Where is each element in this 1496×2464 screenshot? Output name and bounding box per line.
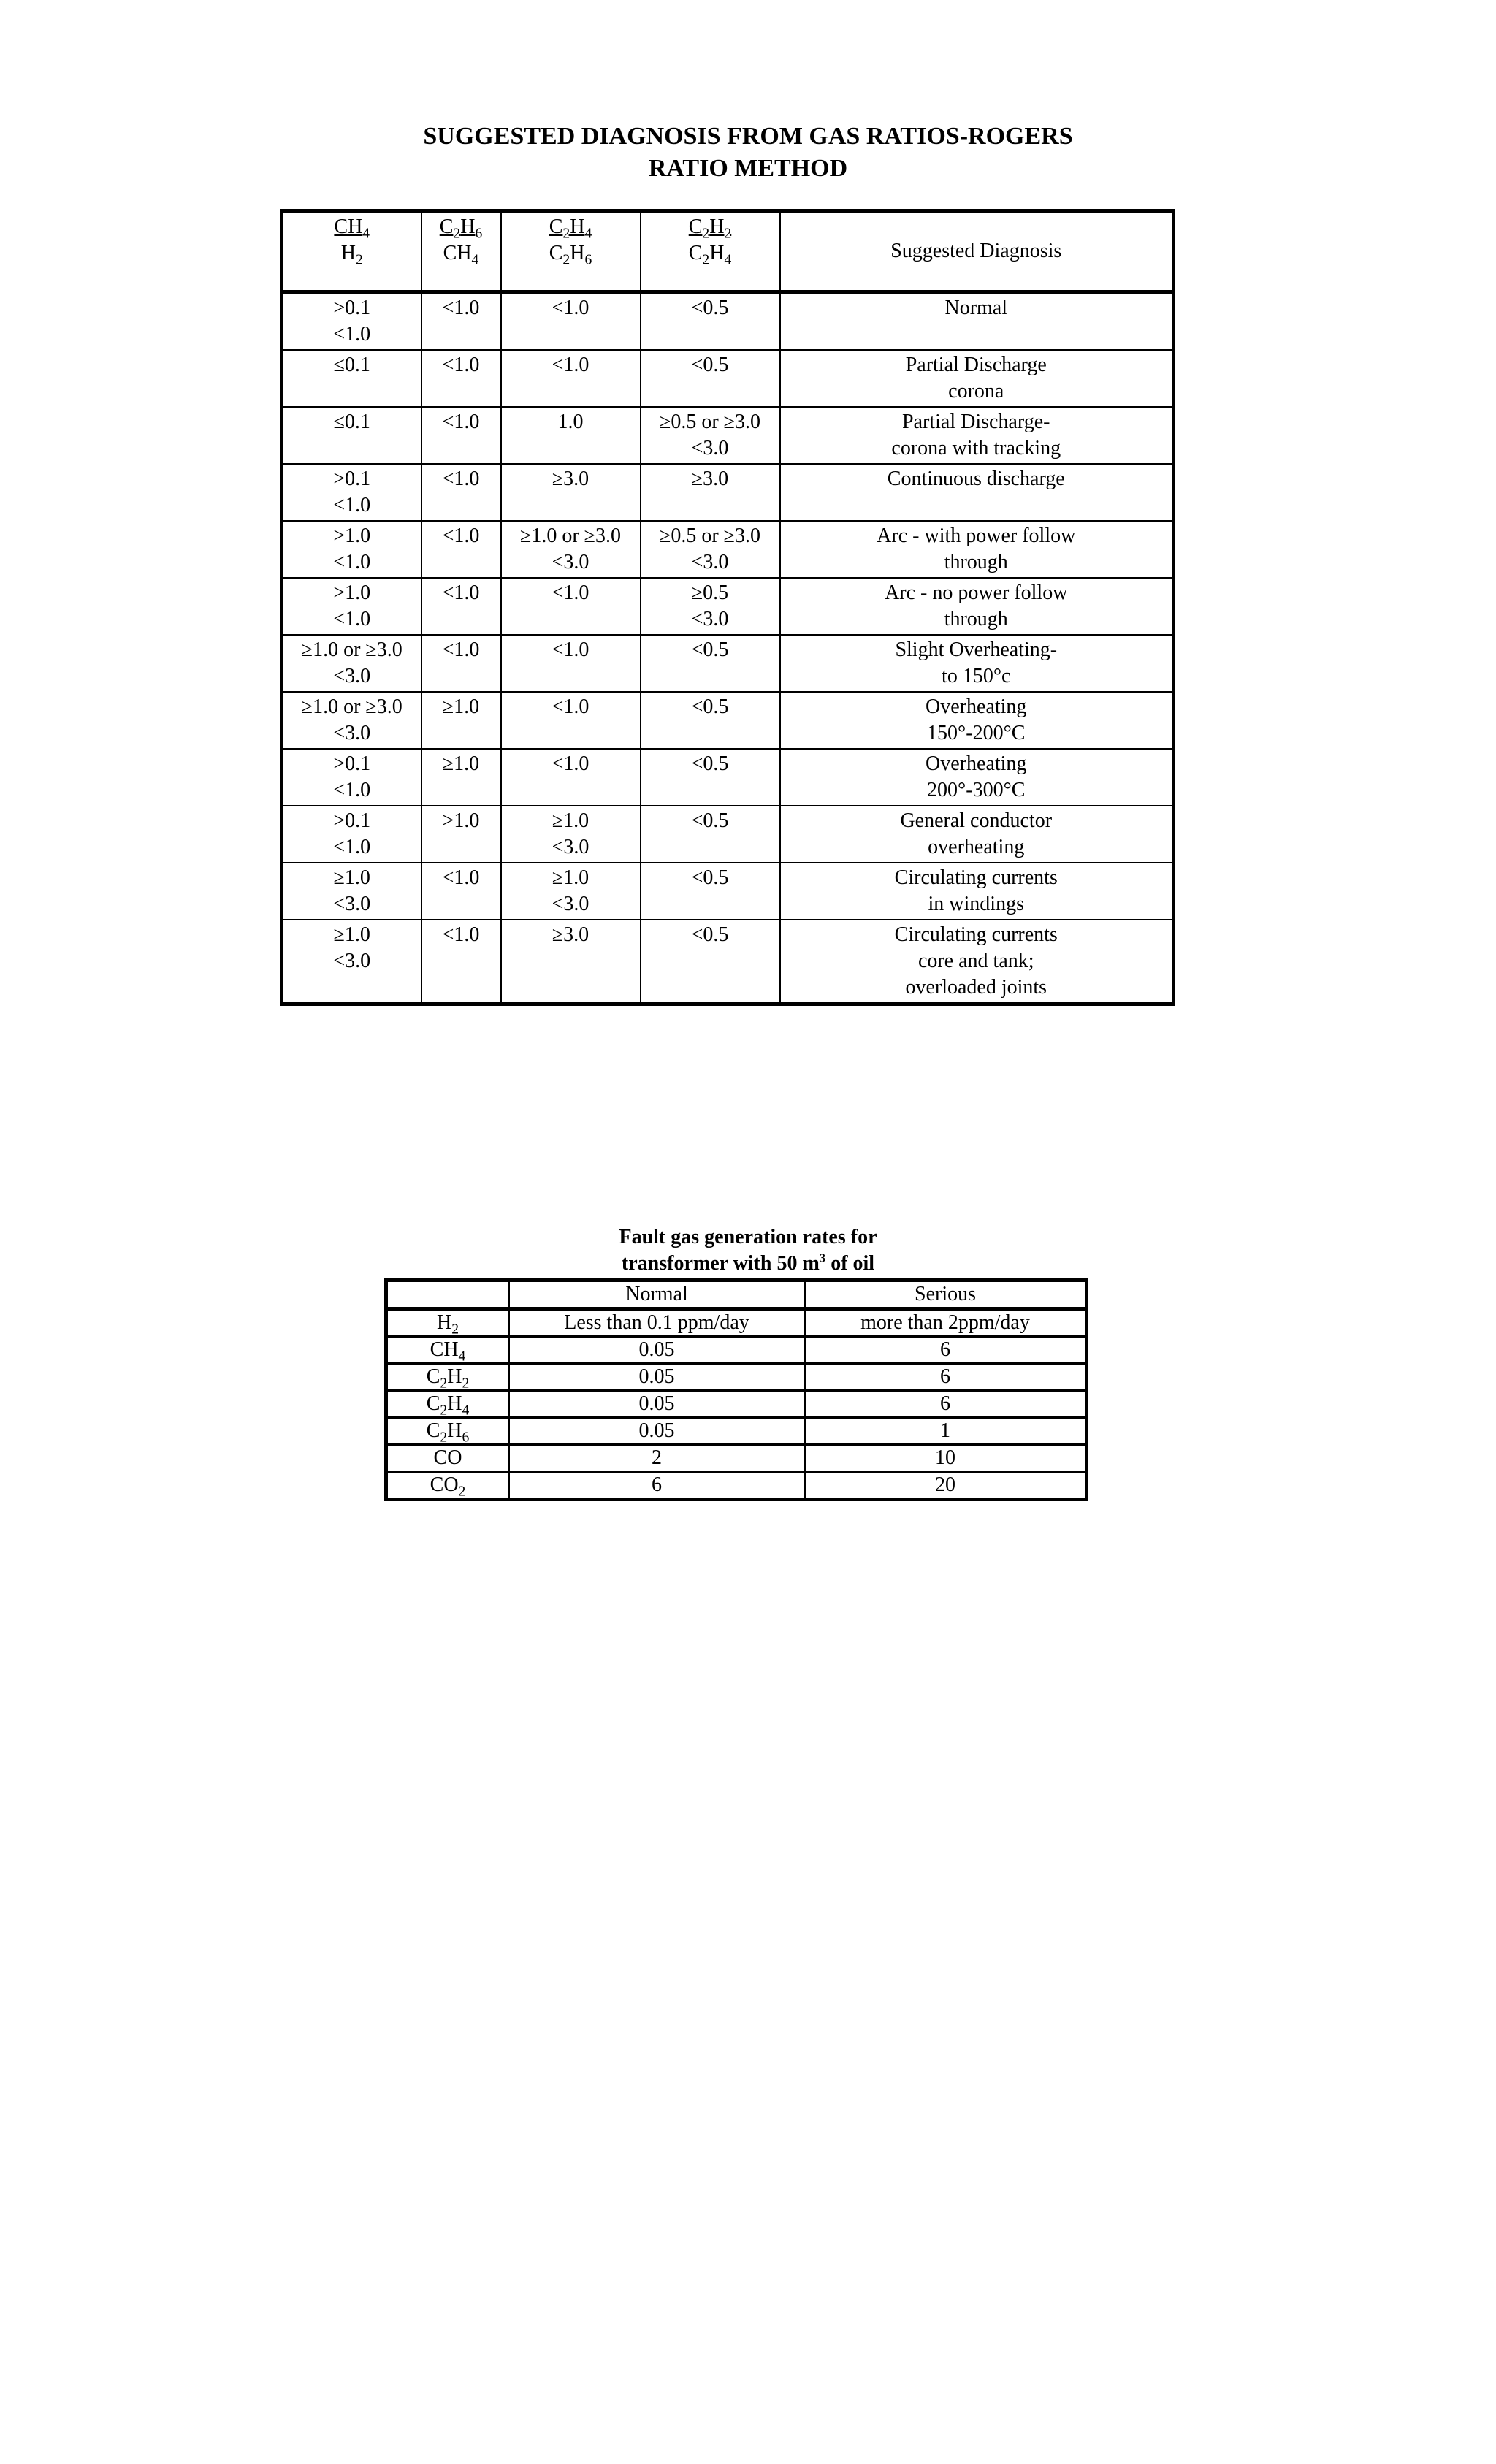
normal-rate-cell: 0.05 (509, 1337, 805, 1364)
ratio-cell: <0.5 (641, 806, 780, 863)
ratio-cell: ≥1.0 <3.0 (282, 863, 421, 920)
ratio-cell: ≥0.5 <3.0 (641, 578, 780, 635)
diagnosis-cell: General conductor overheating (780, 806, 1174, 863)
ratio-cell: <0.5 (641, 863, 780, 920)
diagnosis-cell: Continuous discharge (780, 464, 1174, 521)
table-row (282, 920, 1174, 1004)
rogers-table-body (282, 292, 1174, 1004)
serious-rate-cell: 6 (805, 1364, 1087, 1391)
gas-cell: CO (386, 1445, 509, 1472)
ratio-cell: <1.0 (501, 749, 641, 806)
table-row (282, 407, 1174, 464)
ratio-cell: <0.5 (641, 292, 780, 351)
ratio-cell: <1.0 (501, 578, 641, 635)
table-row (282, 806, 1174, 863)
rates-caption-line-1: Fault gas generation rates for (619, 1226, 877, 1248)
ratio-cell: ≤0.1 (282, 407, 421, 464)
ratio-cell: ≥1.0 <3.0 (501, 806, 641, 863)
ratio-numerator: $CH_4$ (334, 215, 370, 242)
diagnosis-cell: Slight Overheating- to 150°c (780, 635, 1174, 692)
rates-caption-line-2: transformer with 50 $m^3$ of oil (621, 1251, 875, 1275)
ratio-cell: >1.0 <1.0 (282, 578, 421, 635)
ratio-header (421, 211, 501, 292)
table-row (386, 1391, 1087, 1418)
normal-rate-cell: 0.05 (509, 1391, 805, 1418)
ratio-cell: 1.0 (501, 407, 641, 464)
ratio-cell: ≥0.5 or ≥3.0 <3.0 (641, 521, 780, 578)
table-row (282, 692, 1174, 749)
serious-rate-cell: 6 (805, 1391, 1087, 1418)
ratio-cell: >1.0 (421, 806, 501, 863)
ratio-cell: <1.0 (421, 578, 501, 635)
ratio-cell: >0.1 <1.0 (282, 806, 421, 863)
ratio-header (501, 211, 641, 292)
gas-cell: $C_2H_4$ (386, 1391, 509, 1418)
serious-rate-cell: 10 (805, 1445, 1087, 1472)
ratio-cell: ≥1.0 or ≥3.0 <3.0 (501, 521, 641, 578)
ratio-denominator: $C_2H_6$ (549, 242, 592, 268)
diagnosis-cell: Circulating currents core and tank; overloaded joints (780, 920, 1174, 1004)
ratio-cell: <0.5 (641, 920, 780, 1004)
ratio-denominator: $C_2H_4$ (688, 242, 732, 268)
ratio-cell: ≥3.0 (641, 464, 780, 521)
gas-cell: $CH_4$ (386, 1337, 509, 1364)
table-row (282, 464, 1174, 521)
rates-table-body (386, 1309, 1087, 1500)
ratio-cell: >1.0 <1.0 (282, 521, 421, 578)
title-line-2: RATIO METHOD (648, 155, 848, 182)
gas-cell: $C_2H_6$ (386, 1418, 509, 1445)
ratio-cell: ≥1.0 or ≥3.0 <3.0 (282, 692, 421, 749)
serious-rate-cell: 6 (805, 1337, 1087, 1364)
diagnosis-cell: Partial Discharge corona (780, 350, 1174, 407)
ratio-numerator: $C_2H_4$ (549, 215, 592, 242)
table-row (282, 578, 1174, 635)
serious-rate-cell: more than 2ppm/day (805, 1309, 1087, 1337)
diagnosis-cell: Partial Discharge- corona with tracking (780, 407, 1174, 464)
ratio-fraction (440, 214, 483, 267)
ratio-denominator: $CH_4$ (443, 242, 479, 268)
gas-cell: $CO_2$ (386, 1472, 509, 1500)
table-row (386, 1472, 1087, 1500)
serious-rate-cell: 1 (805, 1418, 1087, 1445)
table-row (386, 1445, 1087, 1472)
ratio-cell: <1.0 (501, 292, 641, 351)
table-row (386, 1309, 1087, 1337)
ratio-cell: <1.0 (501, 635, 641, 692)
rogers-ratio-table (280, 209, 1175, 1006)
ratio-cell: <1.0 (421, 407, 501, 464)
ratio-cell: ≥3.0 (501, 920, 641, 1004)
ratio-cell: <1.0 (421, 521, 501, 578)
diagnosis-cell: Overheating 150°-200°C (780, 692, 1174, 749)
diagnosis-cell: Circulating currents in windings (780, 863, 1174, 920)
ratio-cell: ≥1.0 <3.0 (282, 920, 421, 1004)
table-row (386, 1337, 1087, 1364)
rates-header-normal: Normal (509, 1281, 805, 1309)
ratio-cell: ≥0.5 or ≥3.0 <3.0 (641, 407, 780, 464)
fault-gas-rates-table (384, 1278, 1088, 1501)
rates-header-row (386, 1281, 1087, 1309)
rates-header-gas (386, 1281, 509, 1309)
ratio-cell: <0.5 (641, 692, 780, 749)
ratio-cell: ≤0.1 (282, 350, 421, 407)
table-row (282, 350, 1174, 407)
diagnosis-cell: Normal (780, 292, 1174, 351)
ratio-cell: <1.0 (421, 863, 501, 920)
ratio-header (282, 211, 421, 292)
ratio-numerator: $C_2H_6$ (439, 215, 483, 242)
title-line-1: SUGGESTED DIAGNOSIS FROM GAS RATIOS-ROGERS (423, 123, 1073, 150)
ratio-fraction (334, 214, 370, 267)
ratio-cell: >0.1 <1.0 (282, 292, 421, 351)
serious-rate-cell: 20 (805, 1472, 1087, 1500)
ratio-cell: >0.1 <1.0 (282, 464, 421, 521)
rates-caption (0, 1224, 1496, 1277)
diagnosis-cell: Overheating 200°-300°C (780, 749, 1174, 806)
ratio-header (641, 211, 780, 292)
ratio-cell: <1.0 (421, 635, 501, 692)
normal-rate-cell: 6 (509, 1472, 805, 1500)
normal-rate-cell: Less than 0.1 ppm/day (509, 1309, 805, 1337)
rogers-header-row (282, 211, 1174, 292)
table-row (282, 635, 1174, 692)
ratio-cell: ≥1.0 (421, 692, 501, 749)
table-row (282, 521, 1174, 578)
table-row (386, 1364, 1087, 1391)
ratio-fraction (689, 214, 732, 267)
table-row (386, 1418, 1087, 1445)
page-title (0, 121, 1496, 185)
ratio-cell: <1.0 (421, 920, 501, 1004)
ratio-cell: ≥1.0 or ≥3.0 <3.0 (282, 635, 421, 692)
ratio-cell: ≥1.0 <3.0 (501, 863, 641, 920)
ratio-cell: <0.5 (641, 635, 780, 692)
gas-cell: $C_2H_2$ (386, 1364, 509, 1391)
rates-header-serious: Serious (805, 1281, 1087, 1309)
ratio-cell: ≥3.0 (501, 464, 641, 521)
normal-rate-cell: 0.05 (509, 1364, 805, 1391)
normal-rate-cell: 0.05 (509, 1418, 805, 1445)
ratio-cell: ≥1.0 (421, 749, 501, 806)
ratio-cell: <1.0 (501, 350, 641, 407)
ratio-denominator: $H_2$ (340, 242, 363, 268)
table-row (282, 863, 1174, 920)
diagnosis-header: Suggested Diagnosis (780, 211, 1174, 292)
table-row (282, 749, 1174, 806)
ratio-cell: <1.0 (421, 292, 501, 351)
diagnosis-cell: Arc - with power follow through (780, 521, 1174, 578)
ratio-cell: <0.5 (641, 350, 780, 407)
ratio-cell: >0.1 <1.0 (282, 749, 421, 806)
ratio-cell: <0.5 (641, 749, 780, 806)
gas-cell: $H_2$ (386, 1309, 509, 1337)
ratio-cell: <1.0 (421, 464, 501, 521)
diagnosis-cell: Arc - no power follow through (780, 578, 1174, 635)
table-row (282, 292, 1174, 351)
ratio-numerator: $C_2H_2$ (688, 215, 732, 242)
ratio-cell: <1.0 (421, 350, 501, 407)
normal-rate-cell: 2 (509, 1445, 805, 1472)
ratio-cell: <1.0 (501, 692, 641, 749)
ratio-fraction (549, 214, 592, 267)
